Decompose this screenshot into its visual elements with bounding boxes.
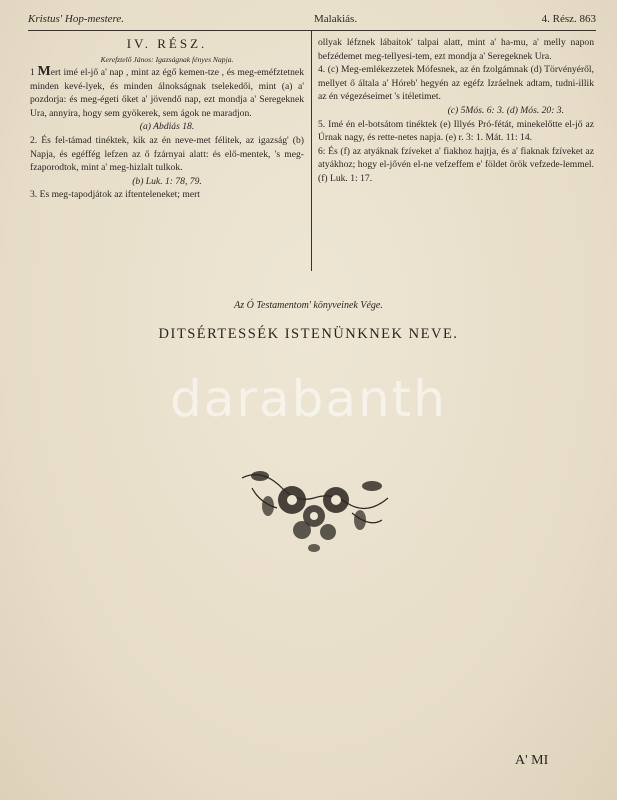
verse-1-number: 1 — [30, 67, 35, 78]
verse-3: 3. Es meg-tapodjátok az iftenteleneket; mert — [30, 189, 200, 201]
praise-heading: DITSÉRTESSÉK ISTENÜNKNEK NEVE. — [158, 326, 459, 342]
verse-1 — [30, 65, 304, 120]
citation-c-d: (c) 5Mós. 6: 3. (d) Mós. 20: 3. — [447, 104, 564, 116]
citation-b: (b) Luk. 1: 78, 79. — [132, 175, 202, 187]
end-of-testament-line: Az Ó Testamentom' könyveinek Vége. — [234, 300, 383, 311]
left-column — [30, 36, 304, 202]
catchword: A' MI — [515, 753, 549, 768]
header-rule — [28, 30, 596, 31]
verse-1-text: ert imé el-jő a' nap , mint az égő kemen-tze , és meg-eméfztetnek minden kevé-lyek, és minden álnokságnak tselekedői, mint (a) a' pozdorja: és meg-égeti őket a' jövendő nap, ezt mondja a' Seregeknek Ura, annyira, hogy sem gyökerek, sem ágok ne maradjon. — [30, 67, 304, 119]
verse-4: 4. (c) Meg-emlékezzetek Mófesnek, az én fzolgámnak (d) Törvényéről, mellyet ő általa a' Hóreb' hegyén az egéfz Izráelnek adtam, tudni-illik az én végezéseimet 's itéletimet. — [318, 64, 594, 103]
verse-2: 2. És fel-támad tinéktek, kik az én neve-met félitek, az igazság' (b) Napja, és egéffég lefzen az ő fzárnyai alatt: és elő-mentek, 's meg-fzaporodtok, mint a' meg-hizlalt tulkok. — [30, 134, 304, 174]
citation-a: (a) Abdiás 18. — [139, 121, 195, 133]
chapter-summary: Kerefztelő János: Igazságnak fényes Napja. — [100, 55, 234, 64]
header-center: Malakiás. — [314, 13, 358, 25]
header-left: Kristus' Hop-mestere. — [28, 13, 125, 25]
watermark: darabanth — [170, 370, 447, 428]
verse-3-continued: ollyak léfznek lábaitok' talpai alatt, mint a' ha-mu, a' melly napon befzédemet meg-tellyesi-tem, ezt mondja a' Seregeknek Ura. — [318, 37, 594, 62]
drop-cap: M — [37, 64, 51, 79]
chapter-heading: IV. RÉSZ. — [126, 36, 208, 51]
column-divider — [311, 31, 312, 271]
header-right: 4. Rész. 863 — [541, 13, 596, 25]
verse-6: 6: És (f) az atyáknak fzíveket a' fiakhoz hajtja, és a' fiaknak fzíveket az atyákhoz; hogy el-jővén el-ne vefzeffem e' földet örök vefzede-lemmel. (f) Luk. 1: 17. — [318, 145, 594, 184]
verse-5: 5. Imé én el-botsátom tinéktek (e) Illyés Pró-fétát, minekelőtte el-jő az Úrnak nagy, és rette-netes napja. (e) r. 3: 1. Mát. 11: 14. — [318, 118, 594, 144]
right-column — [318, 36, 594, 186]
running-header — [28, 10, 596, 28]
floral-ornament-icon — [232, 458, 396, 558]
